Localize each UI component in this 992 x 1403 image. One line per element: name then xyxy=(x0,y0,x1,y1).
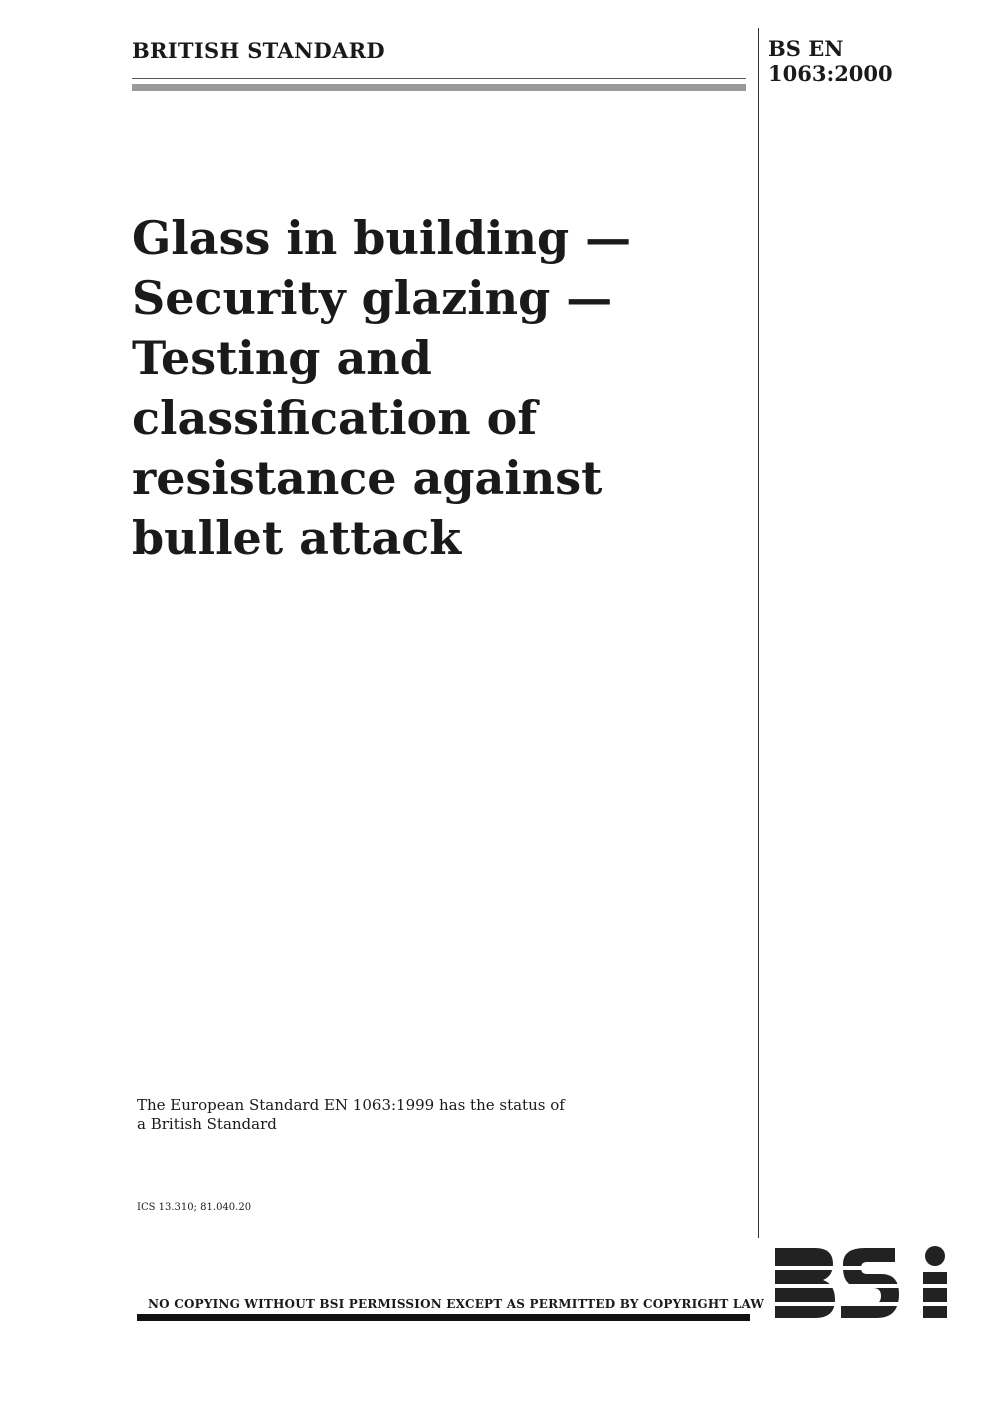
title-line: bullet attack xyxy=(132,511,462,565)
status-statement: The European Standard EN 1063:1999 has the status of a British Standard xyxy=(137,1096,565,1133)
bsi-logo-graphic xyxy=(773,1244,949,1324)
bsi-logo xyxy=(773,1244,949,1324)
title-line: resistance against xyxy=(132,451,603,505)
header-label: BRITISH STANDARD xyxy=(132,38,385,63)
footer-rule xyxy=(137,1314,750,1321)
document-number xyxy=(768,36,893,86)
document-title xyxy=(132,208,692,568)
title-line: Security glazing — xyxy=(132,271,613,325)
vertical-divider xyxy=(758,28,759,1238)
ics-code: ICS 13.310; 81.040.20 xyxy=(137,1202,252,1213)
header-thin-rule xyxy=(132,78,746,79)
title-line: Glass in building — xyxy=(132,211,632,265)
document-number-line-1: BS EN xyxy=(768,36,844,61)
copyright-notice: NO COPYING WITHOUT BSI PERMISSION EXCEPT AS PERMITTED BY COPYRIGHT LAW xyxy=(148,1297,765,1311)
document-number-line-2: 1063:2000 xyxy=(768,61,893,86)
title-line: classification of xyxy=(132,391,538,445)
header-thick-rule xyxy=(132,84,746,91)
title-line: Testing and xyxy=(132,331,432,385)
